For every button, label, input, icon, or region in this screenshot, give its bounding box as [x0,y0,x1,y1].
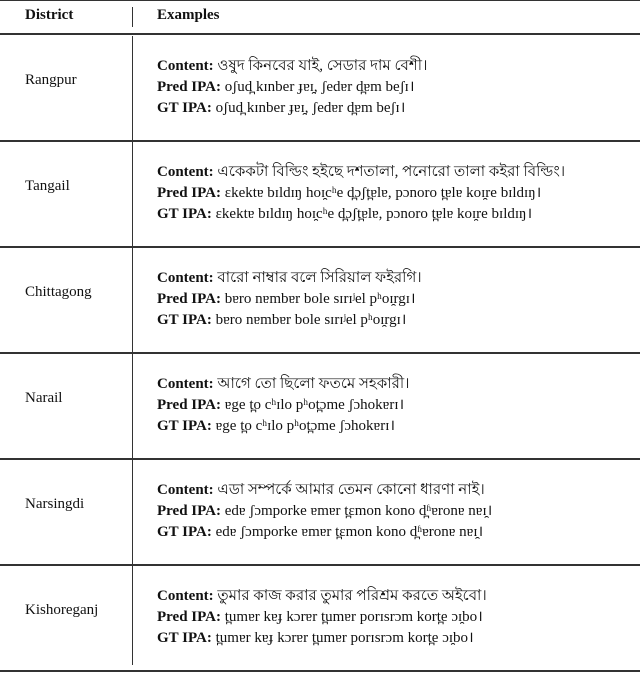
gt-ipa-line [157,310,422,331]
content-label: Content: [157,376,214,392]
header-examples: Examples [157,7,220,23]
content-line [157,162,565,183]
column-divider [132,460,133,564]
pred-label: Pred IPA: [157,291,222,307]
pred-ipa-text: bɐro nɐmbɐr bole sɪrɪʲel pʰoɪ̯rgɪ। [224,291,416,307]
pred-ipa-line [157,395,410,416]
pred-label: Pred IPA: [157,397,222,413]
content-line [157,374,410,395]
district-cell: Rangpur [25,72,77,88]
gt-label: GT IPA: [157,418,212,434]
content-text: এডা সম্পর্কে আমার তেমন কোনো ধারণা নাই। [217,482,485,498]
column-divider [132,36,133,140]
content-line [157,480,492,501]
gt-ipa-text: oʃud̪ kɪnber ɟɐɪ̯, ʃedɐr d̪ɐm beʃɪ। [215,100,406,116]
table-row [0,248,640,354]
pred-ipa-line [157,289,422,310]
examples-cell [157,480,492,543]
district-cell: Chittagong [25,284,92,300]
content-text: বারো নাম্বার বলে সিরিয়াল ফইরগি। [217,270,422,286]
table-row [0,460,640,566]
row-rule [0,670,640,672]
pred-ipa-text: oʃud̪ kɪnber ɟɐɪ̯, ʃedɐr d̪ɐm beʃɪ। [224,79,415,95]
content-line [157,56,427,77]
content-label: Content: [157,58,214,74]
content-line [157,268,422,289]
pred-label: Pred IPA: [157,503,222,519]
gt-ipa-text: ɛkektɐ bɪldɪŋ hoɪ̯cʰe d̪ɔʃt̪ɐlɐ, pɔnoro t̪ɐlɐ koɪ̯re bɪldɪŋ। [215,206,533,222]
gt-ipa-line [157,522,492,543]
header-district: District [25,7,74,23]
gt-ipa-text: t̪umɐr kɐɟ kɔrɐr t̪umɐr porɪsrɔm kort̪e ɔɪ̯bo। [215,630,474,646]
examples-cell [157,268,422,331]
pred-ipa-line [157,607,487,628]
pred-ipa-line [157,501,492,522]
examples-cell [157,586,487,649]
district-cell: Narsingdi [25,496,85,512]
gt-ipa-line [157,98,427,119]
gt-ipa-text: ɐge t̪o cʰɪlo pʰot̪ɔme ʃɔhokɐrɪ। [215,418,396,434]
gt-label: GT IPA: [157,312,212,328]
gt-ipa-text: edɐ ʃɔmporke ɐmɐr t̪ɛmon kono d̪ʱɐronɐ nɐɪ̯। [215,524,484,540]
pred-ipa-text: t̪umɐr kɐɟ kɔrɐr t̪umɐr porɪsrɔm kort̪e ɔɪ̯bo। [224,609,483,625]
column-divider [132,354,133,458]
pred-ipa-line [157,77,427,98]
examples-cell [157,162,565,225]
pred-label: Pred IPA: [157,79,222,95]
content-text: ওষুদ কিনবের যাই, সেডার দাম বেশী। [217,58,428,74]
district-cell: Narail [25,390,63,406]
pred-label: Pred IPA: [157,609,222,625]
pred-ipa-text: edɐ ʃɔmporke ɐmɐr t̪ɛmon kono d̪ʱɐronɐ nɐɪ̯। [224,503,493,519]
gt-label: GT IPA: [157,206,212,222]
gt-ipa-line [157,628,487,649]
pred-ipa-line [157,183,565,204]
content-text: তুমার কাজ করার তুমার পরিশ্রম করতে অইবো। [217,588,487,604]
content-label: Content: [157,164,214,180]
gt-label: GT IPA: [157,630,212,646]
examples-cell [157,56,427,119]
pred-label: Pred IPA: [157,185,222,201]
column-divider-header [132,7,133,27]
top-rule [0,0,640,1]
content-text: আগে তো ছিলো ফতমে সহকারী। [217,376,410,392]
examples-cell [157,374,410,437]
content-label: Content: [157,588,214,604]
district-cell: Tangail [25,178,70,194]
content-label: Content: [157,482,214,498]
column-divider [132,248,133,352]
gt-ipa-line [157,204,565,225]
district-cell: Kishoreganj [25,602,99,618]
table-row [0,354,640,460]
gt-ipa-text: bɐro nɐmbɐr bole sɪrɪʲel pʰoɪ̯rgɪ। [215,312,407,328]
content-label: Content: [157,270,214,286]
gt-ipa-line [157,416,410,437]
content-text: একেকটা বিল্ডিং হইছে দশতালা, পনোরো তালা কইরা বিল্ডিং। [217,164,566,180]
column-divider [132,142,133,246]
table-row [0,142,640,248]
table-row [0,566,640,672]
pred-ipa-text: ɛkektɐ bɪldɪŋ hoɪ̯cʰe d̪ɔʃt̪ɐlɐ, pɔnoro t̪ɐlɐ koɪ̯re bɪldɪŋ। [224,185,542,201]
gt-label: GT IPA: [157,100,212,116]
pred-ipa-text: ɐge t̪o cʰɪlo pʰot̪ɔme ʃɔhokɐrɪ। [224,397,405,413]
header-rule [0,33,640,35]
gt-label: GT IPA: [157,524,212,540]
column-divider [132,566,133,665]
table-row [0,36,640,142]
content-line [157,586,487,607]
